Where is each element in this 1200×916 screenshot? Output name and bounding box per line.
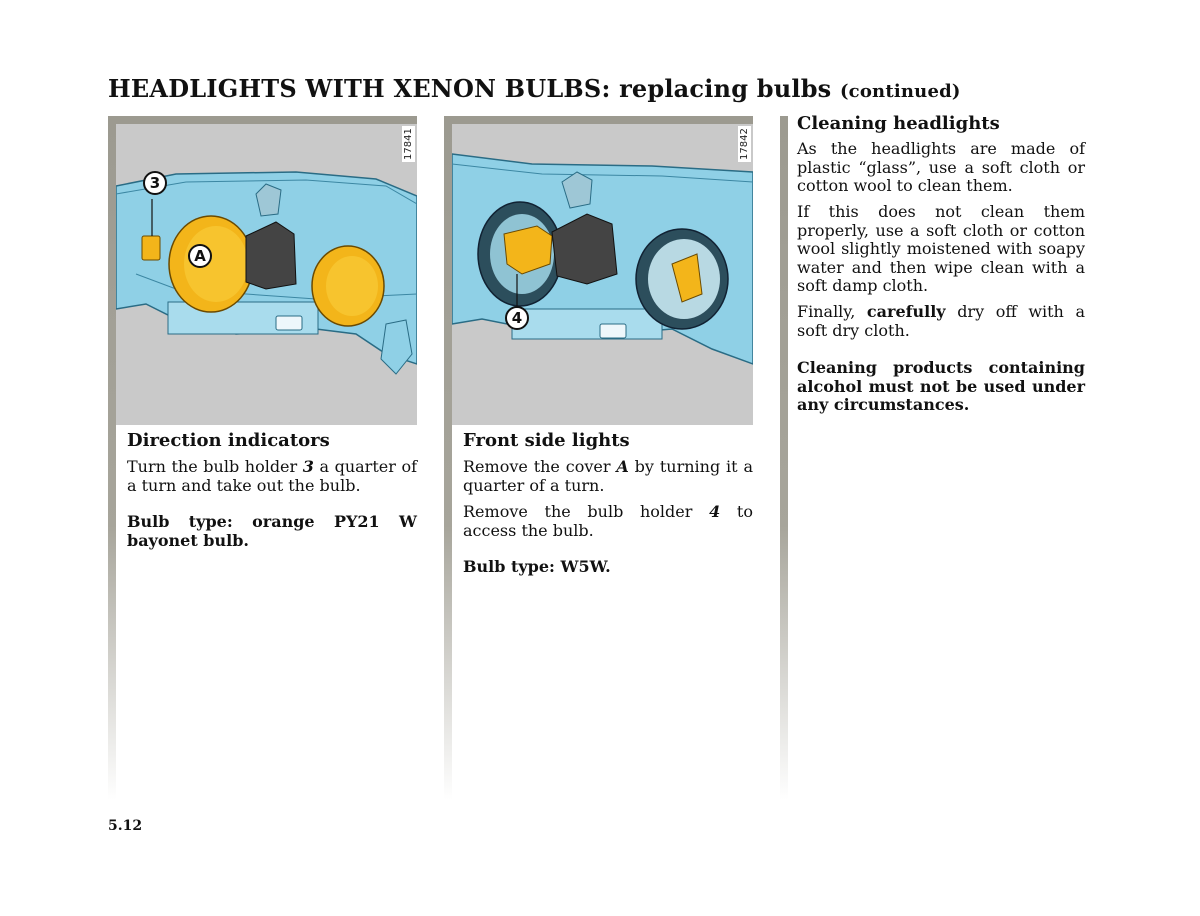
column-bar-middle	[444, 116, 452, 800]
cleaning-headlights-heading: Cleaning headlights	[797, 113, 1000, 134]
cleaning-paragraph-3: Finally, carefully dry off with a soft dry cloth.	[797, 302, 1086, 340]
headlight-illustration-1	[116, 124, 417, 425]
front-side-lights-heading: Front side lights	[463, 430, 630, 451]
side-lights-bulb-type: Bulb type: W5W.	[463, 557, 611, 576]
figure-number-1: 17841	[403, 128, 414, 160]
page-title	[108, 74, 961, 103]
figure-direction-indicator	[116, 116, 417, 425]
page-number: 5.12	[108, 818, 143, 834]
callout-a: A	[188, 244, 212, 268]
cleaning-paragraph-1: As the headlights are made of plastic “glass”, use a soft cloth or cotton wool to clean them.	[797, 139, 1085, 196]
cleaning-paragraph-2: If this does not clean them properly, use a soft cloth or cotton wool slightly moistened with soapy water and then wipe clean with a soft damp cloth.	[797, 202, 1085, 296]
column-bar-right	[780, 116, 788, 800]
figure-top-band	[116, 116, 417, 124]
direction-indicators-heading: Direction indicators	[127, 430, 330, 451]
headlight-illustration-2	[452, 124, 753, 425]
cleaning-warning: Cleaning products containing alcohol must not be used under any circumstances.	[797, 358, 1085, 415]
title-main: HEADLIGHTS WITH XENON BULBS: replacing bulbs	[108, 74, 832, 103]
side-lights-instruction-1: Remove the cover A by turning it a quarter of a turn.	[463, 457, 753, 495]
callout-4: 4	[505, 306, 529, 330]
direction-indicators-instruction: Turn the bulb holder 3 a quarter of a turn and take out the bulb.	[127, 457, 418, 495]
figure-top-band	[452, 116, 753, 124]
direction-bulb-type: Bulb type: orange PY21 W bayonet bulb.	[127, 512, 417, 550]
figure-front-side-light	[452, 116, 753, 425]
figure-number-2: 17842	[739, 128, 750, 160]
callout-3: 3	[143, 171, 167, 195]
side-lights-instruction-2: Remove the bulb holder 4 to access the bulb.	[463, 502, 753, 540]
title-continued: (continued)	[839, 81, 961, 102]
column-bar-left	[108, 116, 116, 800]
